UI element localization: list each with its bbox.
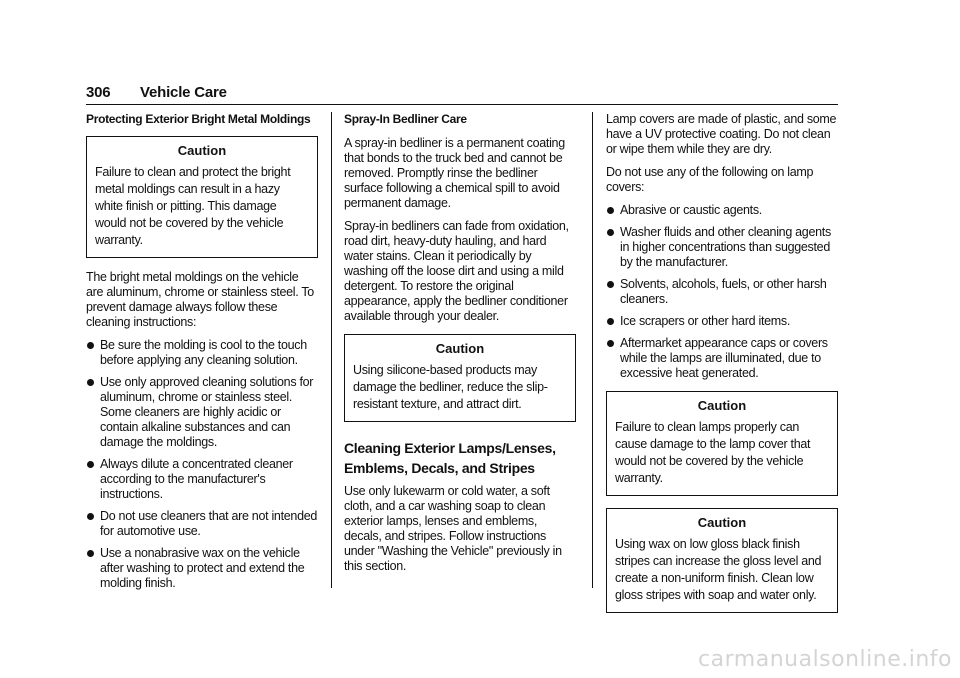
- column-right: [606, 112, 838, 625]
- bullet-list: [86, 338, 318, 591]
- caution-title: Caution: [177, 143, 227, 158]
- caution-text: Using silicone-based products may damage the bedliner, reduce the slip-resistant texture, and attract dirt.: [353, 363, 548, 411]
- list-item: Washer fluids and other cleaning agents in higher concentrations than suggested by the manufacturer.: [606, 225, 838, 270]
- list-item: Be sure the molding is cool to the touch before applying any cleaning solution.: [86, 338, 318, 368]
- page-number: 306: [86, 84, 111, 101]
- caution-text: Failure to clean lamps properly can cause damage to the lamp cover that would not be covered by the vehicle warranty.: [615, 420, 811, 485]
- caution-text: Failure to clean and protect the bright metal moldings can result in a hazy white finish or pitting. This damage would not be covered by the vehicle warranty.: [95, 165, 291, 247]
- column-divider: [331, 112, 332, 588]
- subheading: Spray-In Bedliner Care: [344, 112, 467, 126]
- column-divider: [592, 112, 593, 588]
- section-heading: Cleaning Exterior Lamps/Lenses, Emblems, Decals, and Stripes: [344, 440, 556, 476]
- caution-box: [606, 391, 838, 496]
- caution-title: Caution: [697, 515, 747, 530]
- section-title: Vehicle Care: [140, 84, 227, 101]
- caution-box: [344, 334, 576, 422]
- list-item: Aftermarket appearance caps or covers while the lamps are illuminated, due to excessive heat generated.: [606, 336, 838, 381]
- paragraph: The bright metal moldings on the vehicle are aluminum, chrome or stainless steel. To prevent damage always follow these cleaning instructions:: [86, 270, 314, 329]
- caution-box: [606, 508, 838, 613]
- list-item: Use a nonabrasive wax on the vehicle after washing to protect and extend the molding finish.: [86, 546, 318, 591]
- paragraph: Lamp covers are made of plastic, and some have a UV protective coating. Do not clean or wipe them while they are dry.: [606, 112, 837, 156]
- column-left: [86, 112, 318, 598]
- list-item: Solvents, alcohols, fuels, or other harsh cleaners.: [606, 277, 838, 307]
- list-item: Always dilute a concentrated cleaner according to the manufacturer's instructions.: [86, 457, 318, 502]
- subheading: Protecting Exterior Bright Metal Moldings: [86, 112, 311, 126]
- caution-text: Using wax on low gloss black finish stripes can increase the gloss level and create a non-uniform finish. Clean low gloss stripes with soap and water only.: [615, 537, 822, 602]
- caution-title: Caution: [435, 341, 485, 356]
- paragraph: Use only lukewarm or cold water, a soft cloth, and a car washing soap to clean exterior lamps, lenses and emblems, decals, and stripes. Follow instructions under "Washing the Vehicle" previously in this section.: [344, 484, 562, 573]
- paragraph: A spray-in bedliner is a permanent coating that bonds to the truck bed and cannot be removed. Promptly rinse the bedliner surface following a chemical spill to avoid permanent damage.: [344, 136, 565, 210]
- watermark: carmanualsonline.info: [698, 647, 952, 672]
- list-item: Abrasive or caustic agents.: [606, 203, 838, 218]
- caution-title: Caution: [697, 398, 747, 413]
- caution-box: [86, 136, 318, 258]
- page-header: [86, 82, 838, 105]
- column-middle: [344, 112, 576, 582]
- list-item: Ice scrapers or other hard items.: [606, 314, 838, 329]
- paragraph: Do not use any of the following on lamp covers:: [606, 165, 814, 194]
- paragraph: Spray-in bedliners can fade from oxidation, road dirt, heavy-duty hauling, and hard water stains. Clean it periodically by washing off the loose dirt and using a mild detergent. To restore the original appearance, apply the bedliner conditioner available through your dealer.: [344, 219, 569, 323]
- list-item: Do not use cleaners that are not intended for automotive use.: [86, 509, 318, 539]
- list-item: Use only approved cleaning solutions for aluminum, chrome or stainless steel. Some cleaners are highly acidic or contain alkaline substances and can damage the moldings.: [86, 375, 318, 450]
- bullet-list: [606, 203, 838, 381]
